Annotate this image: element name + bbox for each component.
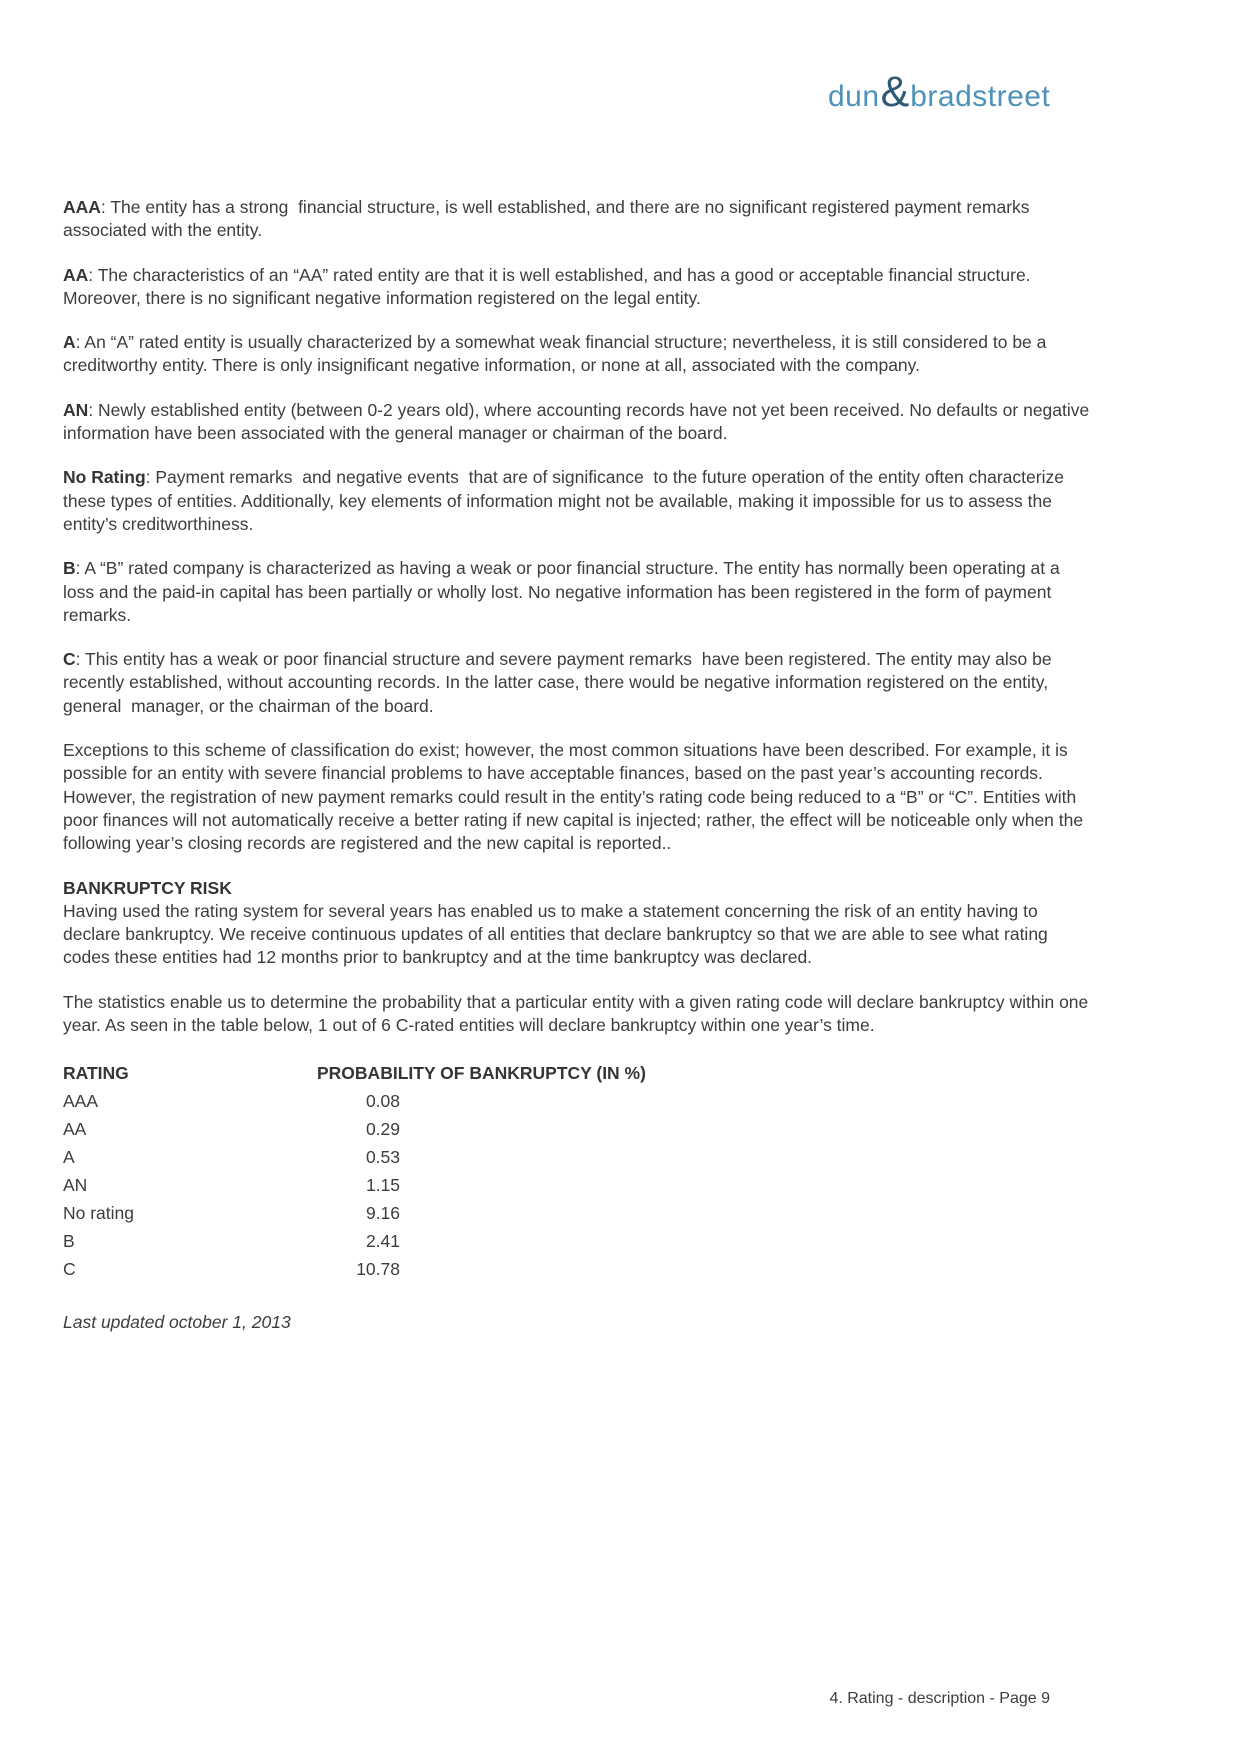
- logo-ampersand-icon: &: [880, 68, 910, 116]
- exceptions-text: Exceptions to this scheme of classification do exist; however, the most common situations have been described. For example, it is possible for an entity with severe financial problems to have acceptable finances, based on the past year’s accounting records. However, the registration of new payment remarks could result in the entity’s rating code being reduced to a “B” or “C”. Entities with poor finances will not automatically receive a better rating if new capital is injected; rather, the effect will be noticeable only when the following year’s closing records are registered and the new capital is reported..: [63, 740, 1088, 854]
- rating-cell: AA: [63, 1118, 87, 1139]
- bankruptcy-paragraph-1: Having used the rating system for several years has enabled us to make a statement concerning the risk of an entity having to declare bankruptcy. We receive continuous updates of all entities that declare bankruptcy so that we are able to see what rating codes these entities had 12 months prior to bankruptcy and at the time bankruptcy was declared.: [63, 900, 1053, 968]
- exceptions-paragraph: [63, 739, 1093, 855]
- rating-definition-a: [63, 331, 1093, 378]
- column-header-probability: PROBABILITY OF BANKRUPTCY (IN %): [317, 1062, 646, 1083]
- rating-text-c: : This entity has a weak or poor financial structure and severe payment remarks have been registered. The entity may also be recently established, without accounting records. In the latter case, there would be negative information registered on the entity, general manager, or the chairman of the board.: [63, 649, 1057, 716]
- logo-word-dun: dun: [828, 80, 880, 113]
- rating-cell: B: [63, 1230, 75, 1251]
- probability-cell: 0.08: [365, 1090, 400, 1111]
- rating-text-a: : An “A” rated entity is usually characterized by a somewhat weak financial structure; nevertheless, it is still considered to be a creditworthy entity. There is only insignificant negative information, or none at all, associated with the company.: [63, 332, 1052, 376]
- rating-definition-aaa: [63, 196, 1093, 243]
- rating-text-no-rating: : Payment remarks and negative events that are of significance to the future operation of the entity often characterize these types of entities. Additionally, key elements of information might not be available, making it impossible for us to assess the entity’s creditworthiness.: [63, 467, 1069, 534]
- rating-code-a: A: [63, 332, 76, 353]
- rating-code-aa: AA: [63, 264, 89, 285]
- rating-text-aaa: : The entity has a strong financial structure, is well established, and there are no significant registered payment remarks associated with the entity.: [63, 197, 1035, 241]
- rating-code-an: AN: [63, 399, 89, 420]
- rating-cell: AAA: [63, 1090, 99, 1111]
- table-row: [63, 1087, 1093, 1115]
- rating-definition-aa: [63, 264, 1093, 311]
- rating-definition-b: [63, 557, 1093, 627]
- rating-cell: A: [63, 1146, 75, 1167]
- rating-cell: AN: [63, 1174, 88, 1195]
- probability-cell: 1.15: [365, 1174, 400, 1195]
- dun-bradstreet-logo: [828, 68, 1050, 117]
- probability-cell: 2.41: [365, 1230, 400, 1251]
- table-row: [63, 1199, 1093, 1227]
- rating-cell: No rating: [63, 1202, 135, 1223]
- rating-definition-c: [63, 648, 1093, 718]
- rating-text-aa: : The characteristics of an “AA” rated entity are that it is well established, and has a good or acceptable financial structure. Moreover, there is no significant negative information registered on the legal entity.: [63, 264, 1036, 308]
- bankruptcy-probability-table: [63, 1059, 1093, 1283]
- probability-cell: 9.16: [365, 1202, 400, 1223]
- rating-definition-no-rating: [63, 466, 1093, 536]
- rating-code-no-rating: No Rating: [63, 467, 146, 488]
- table-header-row: [63, 1059, 1093, 1087]
- rating-code-aaa: AAA: [63, 197, 101, 217]
- table-row: [63, 1255, 1093, 1283]
- table-row: [63, 1115, 1093, 1143]
- rating-definition-an: [63, 399, 1093, 446]
- rating-text-an: : Newly established entity (between 0-2 years old), where accounting records have not yet been received. No defaults or negative information have been associated with the general manager or chairman of the board.: [63, 399, 1095, 444]
- bankruptcy-risk-heading: BANKRUPTCY RISK: [63, 877, 232, 898]
- page-body: [63, 196, 1093, 1335]
- page-footer: 4. Rating - description - Page 9: [829, 1690, 1050, 1707]
- last-updated-note: Last updated october 1, 2013: [63, 1312, 291, 1333]
- column-header-rating: RATING: [63, 1062, 129, 1083]
- rating-text-b: : A “B” rated company is characterized as having a weak or poor financial structure. The entity has normally been operating at a loss and the paid-in capital has been partially or wholly lost. No negative information has been registered in the form of payment remarks.: [63, 558, 1065, 625]
- probability-cell: 0.53: [365, 1146, 400, 1167]
- rating-code-c: C: [63, 649, 76, 670]
- rating-cell: C: [63, 1258, 76, 1279]
- table-row: [63, 1171, 1093, 1199]
- probability-cell: 10.78: [356, 1258, 400, 1279]
- bankruptcy-paragraph-2: The statistics enable us to determine the probability that a particular entity with a given rating code will declare bankruptcy within one year. As seen in the table below, 1 out of 6 C-rated entities will declare bankruptcy within one year’s time.: [63, 991, 1094, 1036]
- rating-code-b: B: [63, 558, 76, 579]
- table-row: [63, 1227, 1093, 1255]
- logo-word-bradstreet: bradstreet: [910, 80, 1051, 113]
- table-row: [63, 1143, 1093, 1171]
- probability-cell: 0.29: [365, 1118, 400, 1139]
